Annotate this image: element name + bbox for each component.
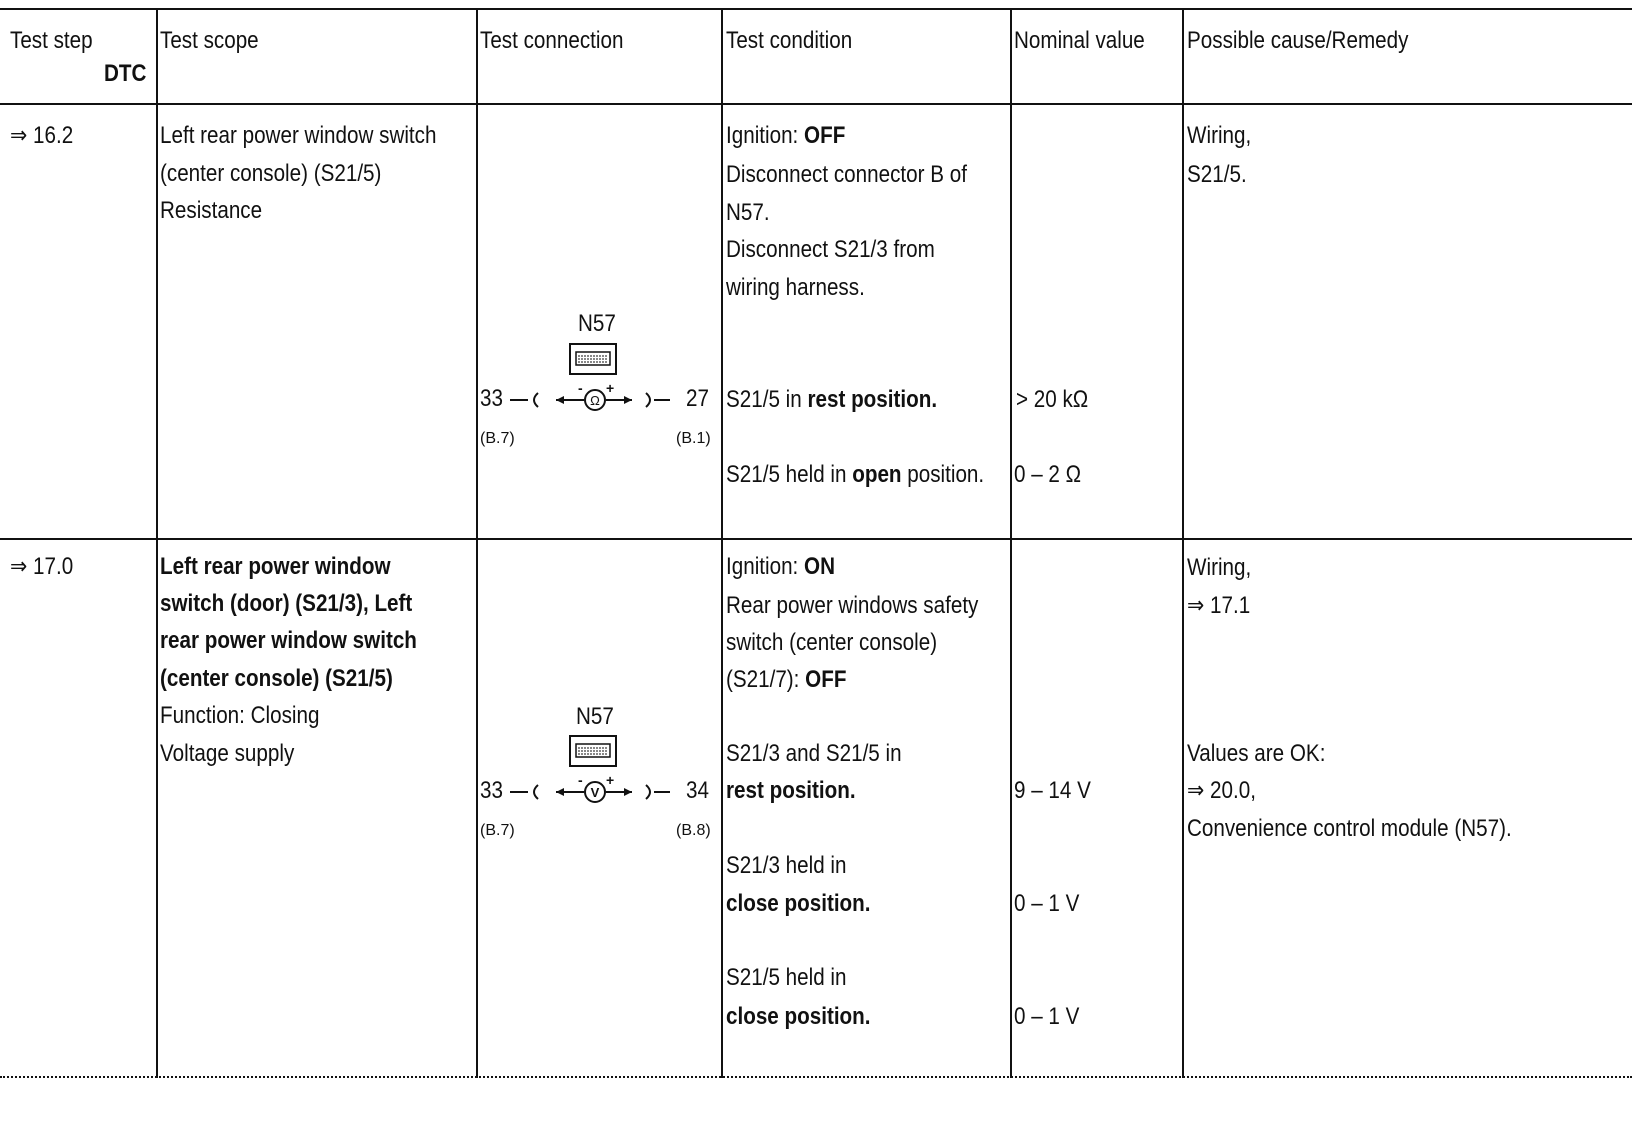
row1-right-pin: 27	[686, 385, 709, 412]
row2-condition-rest: rest position.	[726, 777, 856, 804]
ohmmeter-icon	[508, 384, 688, 416]
row2-scope-line4: (center console) (S21/5)	[160, 665, 393, 692]
row2-condition-line3: switch (center console)	[726, 629, 938, 656]
row2-condition-line7: S21/3 held in	[726, 852, 847, 879]
row1-module-label: N57	[578, 310, 616, 337]
row1-remedy-1: Wiring,	[1187, 122, 1252, 149]
svg-text:+: +	[606, 384, 615, 396]
svg-text:Ω: Ω	[590, 393, 600, 408]
row1-condition-open: S21/5 held in open position.	[726, 461, 985, 488]
row1-test-step: ⇒ 16.2	[10, 122, 74, 149]
row2-condition-close2: close position.	[726, 1003, 871, 1030]
row2-remedy-4: ⇒ 20.0,	[1187, 777, 1256, 804]
row1-remedy-2: S21/5.	[1187, 161, 1247, 188]
row1-condition-ignition: Ignition: OFF	[726, 122, 846, 149]
header-nominal-value: Nominal value	[1014, 27, 1145, 54]
header-test-scope: Test scope	[160, 27, 259, 54]
row1-scope-line3: Resistance	[160, 197, 263, 224]
row2-right-pin: 34	[686, 777, 709, 804]
col-divider-4	[1010, 8, 1012, 1078]
row2-scope-line5: Function: Closing	[160, 702, 320, 729]
row2-left-ref: (B.7)	[480, 822, 515, 839]
col-divider-2	[476, 8, 478, 1078]
col-divider-3	[721, 8, 723, 1078]
row2-remedy-5: Convenience control module (N57).	[1187, 815, 1512, 842]
row1-nominal-1: > 20 kΩ	[1016, 386, 1089, 413]
row1-scope-line1: Left rear power window switch	[160, 122, 437, 149]
svg-text:-: -	[578, 776, 583, 788]
module-box-icon	[568, 342, 620, 376]
row2-condition-line4: (S21/7): OFF	[726, 666, 847, 693]
row2-scope-line3: rear power window switch	[160, 627, 417, 654]
row1-condition-line2: Disconnect connector B of	[726, 161, 967, 188]
row1-scope-line2: (center console) (S21/5)	[160, 160, 382, 187]
row1-condition-line5: wiring harness.	[726, 274, 865, 301]
svg-text:V: V	[590, 785, 600, 800]
header-test-connection: Test connection	[480, 27, 624, 54]
row2-condition-ignition: Ignition: ON	[726, 553, 835, 580]
table-top-rule	[0, 8, 1632, 10]
row-divider-rule	[0, 538, 1632, 540]
row2-scope-line6: Voltage supply	[160, 740, 295, 767]
row2-nominal-3: 0 – 1 V	[1014, 1003, 1080, 1030]
row2-test-step: ⇒ 17.0	[10, 553, 74, 580]
col-divider-5	[1182, 8, 1184, 1078]
row2-condition-line5: S21/3 and S21/5 in	[726, 740, 902, 767]
row2-condition-line9: S21/5 held in	[726, 964, 847, 991]
header-dtc: DTC	[104, 60, 147, 87]
table-bottom-dotted-rule	[0, 1076, 1632, 1078]
row2-condition-close1: close position.	[726, 890, 871, 917]
col-divider-1	[156, 8, 158, 1078]
row2-remedy-3: Values are OK:	[1187, 740, 1326, 767]
row1-condition-line4: Disconnect S21/3 from	[726, 236, 935, 263]
row1-condition-line3: N57.	[726, 199, 770, 226]
row1-nominal-2: 0 – 2 Ω	[1014, 461, 1082, 488]
header-remedy: Possible cause/Remedy	[1187, 27, 1409, 54]
row2-remedy-1: Wiring,	[1187, 554, 1252, 581]
svg-text:+: +	[606, 776, 615, 788]
header-test-step: Test step	[10, 27, 93, 54]
header-bottom-rule	[0, 103, 1632, 105]
row1-left-ref: (B.7)	[480, 430, 515, 447]
row2-left-pin: 33	[480, 777, 503, 804]
row1-right-ref: (B.1)	[676, 430, 711, 447]
row2-nominal-2: 0 – 1 V	[1014, 890, 1080, 917]
row1-condition-rest: S21/5 in rest position.	[726, 386, 938, 413]
voltmeter-icon	[508, 776, 688, 808]
row2-module-label: N57	[576, 703, 614, 730]
row2-nominal-1: 9 – 14 V	[1014, 777, 1091, 804]
module-box-icon	[568, 734, 620, 768]
row2-condition-line2: Rear power windows safety	[726, 592, 979, 619]
row1-left-pin: 33	[480, 385, 503, 412]
row2-remedy-2: ⇒ 17.1	[1187, 592, 1251, 619]
row2-right-ref: (B.8)	[676, 822, 711, 839]
row2-scope-line2: switch (door) (S21/3), Left	[160, 590, 413, 617]
row2-scope-line1: Left rear power window	[160, 553, 391, 580]
svg-text:-: -	[578, 384, 583, 396]
header-test-condition: Test condition	[726, 27, 853, 54]
